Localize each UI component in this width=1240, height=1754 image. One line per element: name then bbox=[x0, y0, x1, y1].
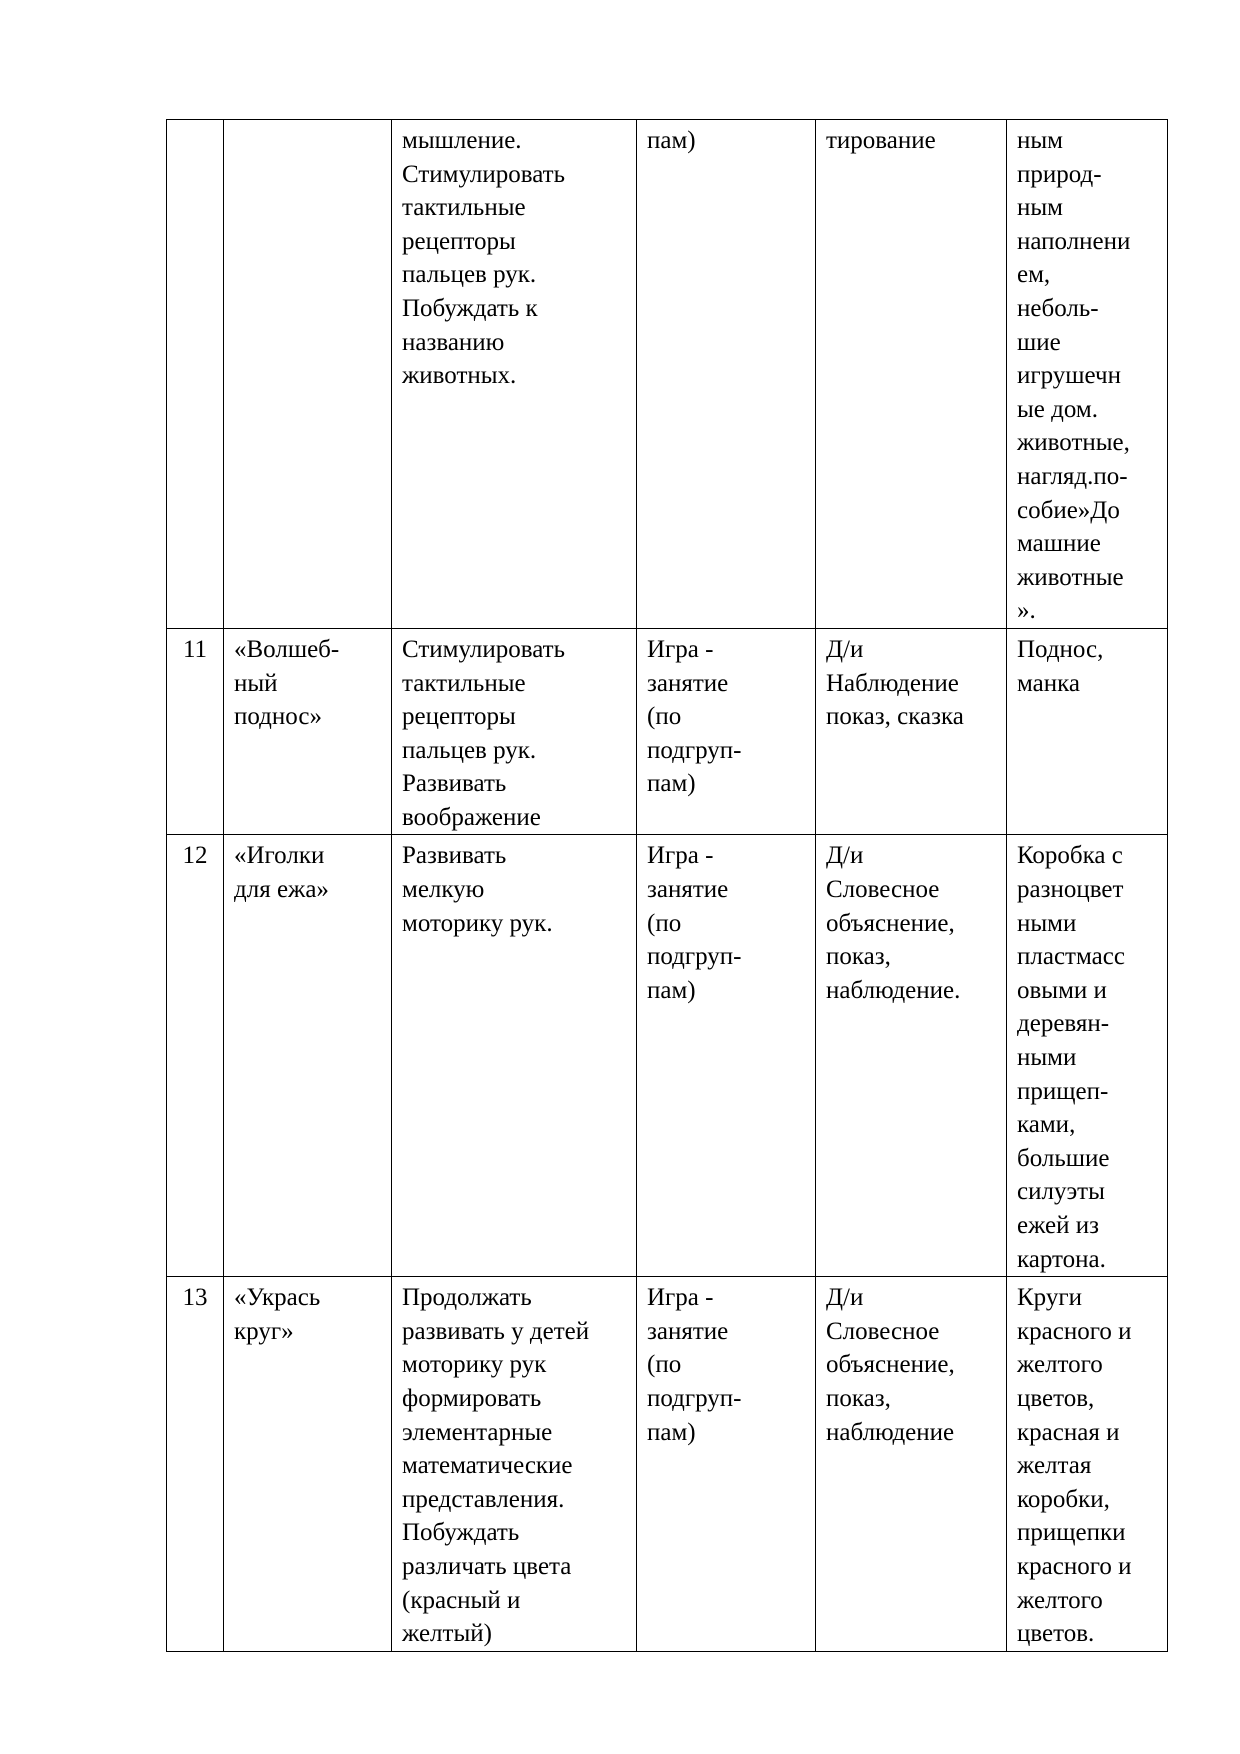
materials-cell: ным природ- ным наполнени ем, неболь- шие игрушечн ые дом. животные, нагляд.по- собие»До машние животные ». bbox=[1007, 120, 1168, 629]
materials-cell: Коробка с разноцвет ными пластмасс овыми и деревян- ными прищеп- ками, большие силуэты ежей из картона. bbox=[1007, 835, 1168, 1277]
row-number-cell: 13 bbox=[167, 1277, 224, 1652]
row-number-cell bbox=[167, 120, 224, 629]
methods-cell: тирование bbox=[816, 120, 1007, 629]
lesson-plan-table bbox=[166, 119, 1168, 1652]
form-cell: Игра - занятие (по подгруп- пам) bbox=[637, 835, 816, 1277]
goals-cell: Стимулировать тактильные рецепторы пальцев рук. Развивать воображение bbox=[392, 628, 637, 835]
goals-cell: Развивать мелкую моторику рук. bbox=[392, 835, 637, 1277]
methods-cell: Д/и Словесное объяснение, показ, наблюдение bbox=[816, 1277, 1007, 1652]
table-row bbox=[167, 628, 1168, 835]
materials-cell: Поднос, манка bbox=[1007, 628, 1168, 835]
methods-cell: Д/и Наблюдение показ, сказка bbox=[816, 628, 1007, 835]
materials-cell: Круги красного и желтого цветов, красная и желтая коробки, прищепки красного и желтого цветов. bbox=[1007, 1277, 1168, 1652]
goals-cell: мышление. Стимулировать тактильные рецепторы пальцев рук. Побуждать к названию животных. bbox=[392, 120, 637, 629]
table-row bbox=[167, 1277, 1168, 1652]
activity-title-cell: «Иголки для ежа» bbox=[224, 835, 392, 1277]
form-cell: Игра - занятие (по подгруп- пам) bbox=[637, 628, 816, 835]
table-row bbox=[167, 835, 1168, 1277]
methods-cell: Д/и Словесное объяснение, показ, наблюдение. bbox=[816, 835, 1007, 1277]
activity-title-cell bbox=[224, 120, 392, 629]
form-cell: Игра - занятие (по подгруп- пам) bbox=[637, 1277, 816, 1652]
form-cell: пам) bbox=[637, 120, 816, 629]
table-row bbox=[167, 120, 1168, 629]
row-number-cell: 11 bbox=[167, 628, 224, 835]
activity-title-cell: «Волшеб- ный поднос» bbox=[224, 628, 392, 835]
goals-cell: Продолжать развивать у детей моторику рук формировать элементарные математические представления. Побуждать различать цвета (красный и желтый) bbox=[392, 1277, 637, 1652]
activity-title-cell: «Укрась круг» bbox=[224, 1277, 392, 1652]
row-number-cell: 12 bbox=[167, 835, 224, 1277]
